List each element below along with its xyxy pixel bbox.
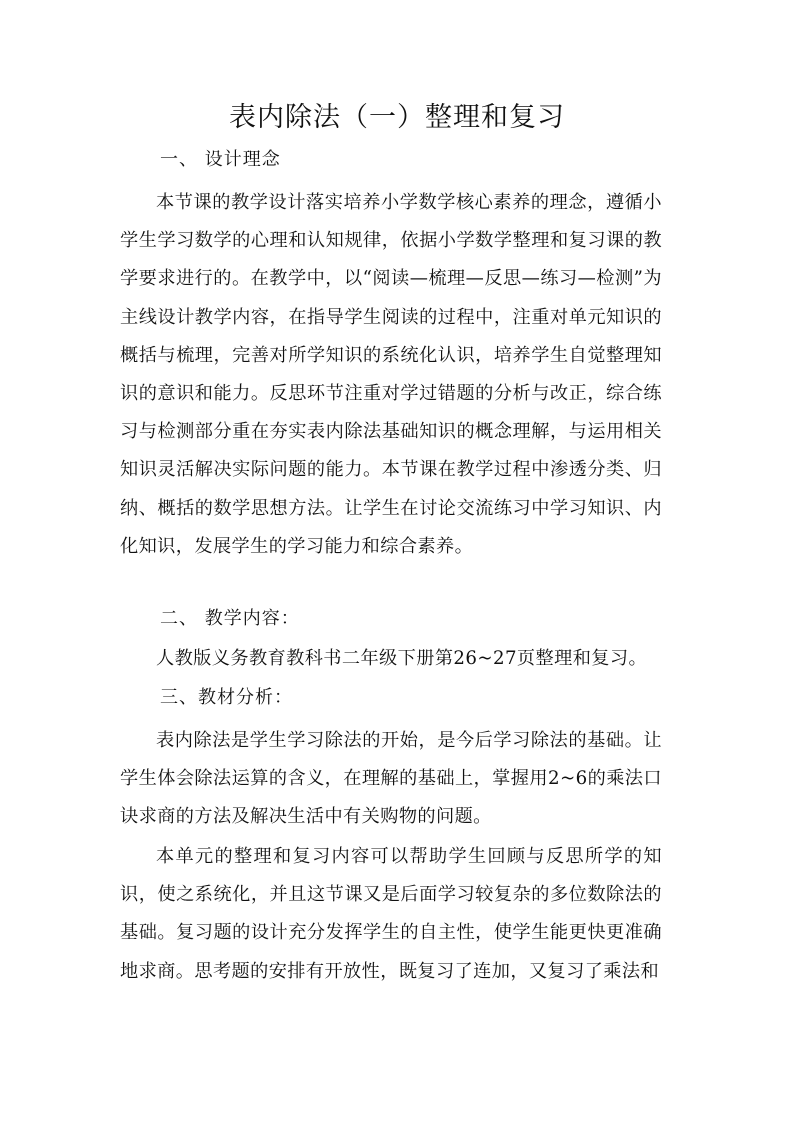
- paragraph-design-concept: 本节课的教学设计落实培养小学数学核心素养的理念，遵循小学生学习数学的心理和认知规律，依据小学数学整理和复习课的教学要求进行的。在教学中，以“阅读—梳理—反思—练习—检测”为主线设计教学内容，在指导学生阅读的过程中，注重对单元知识的概括与梳理，完善对所学知识的系统化认识，培养学生自觉整理知识的意识和能力。反思环节注重对学过错题的分析与改正，综合练习与检测部分重在夯实表内除法基础知识的概念理解，与运用相关知识灵活解决实际问题的能力。本节课在教学过程中渗透分类、归纳、概括的数学思想方法。让学生在讨论交流练习中学习知识、内化知识，发展学生的学习能力和综合素养。: [120, 192, 662, 557]
- paragraph-teaching-content: 人教版义务教育教科书二年级下册第26~27页整理和复习。: [156, 648, 648, 669]
- section-heading-design-concept: 一、 设计理念: [160, 149, 281, 170]
- paragraph-textbook-analysis-1: 表内除法是学生学习除法的开始，是今后学习除法的基础。让学生体会除法运算的含义，在理解的基础上，掌握用2~6的乘法口诀求商的方法及解决生活中有关购物的问题。: [120, 730, 662, 828]
- section-heading-textbook-analysis: 三、教材分析：: [160, 687, 293, 708]
- document-title: 表内除法（一）整理和复习: [229, 102, 565, 133]
- section-heading-teaching-content: 二、 教学内容：: [160, 608, 300, 629]
- paragraph-textbook-analysis-2: 本单元的整理和复习内容可以帮助学生回顾与反思所学的知识，使之系统化，并且这节课又是后面学习较复杂的多位数除法的基础。复习题的设计充分发挥学生的自主性，使学生能更快更准确地求商。思考题的安排有开放性，既复习了连加，又复习了乘法和: [120, 846, 662, 982]
